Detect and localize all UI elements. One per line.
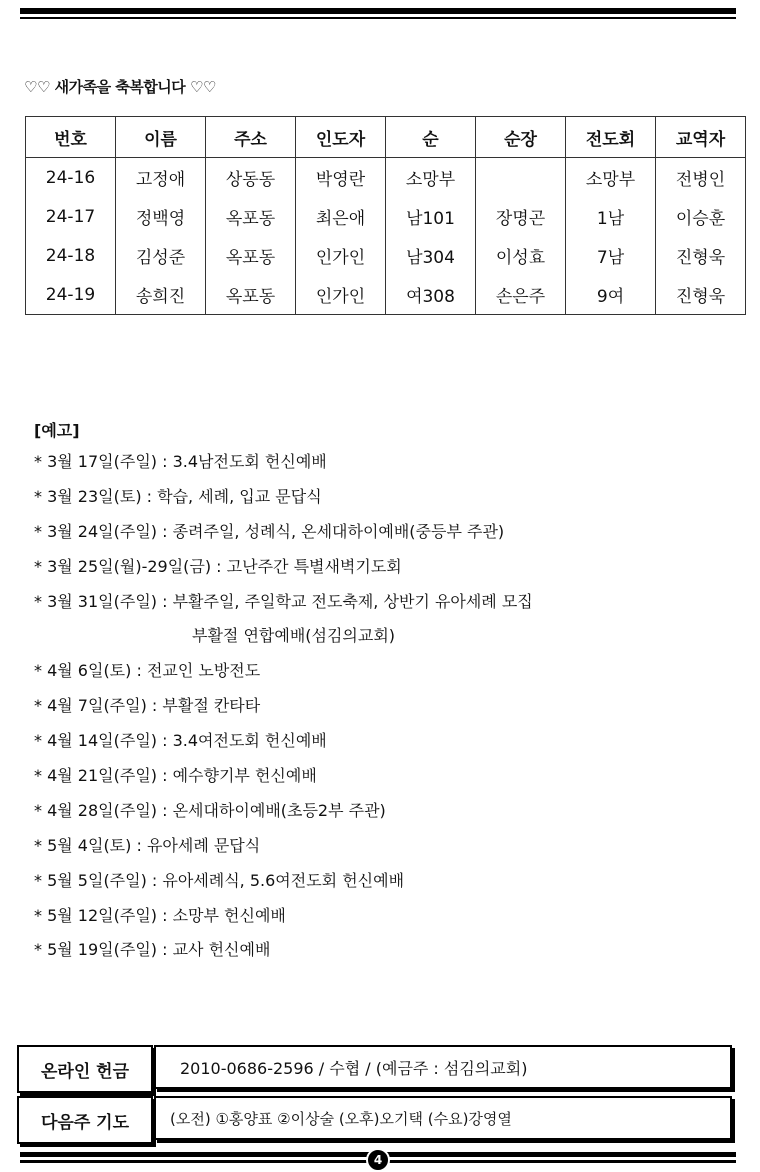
notice-item: * 3월 23일(토) : 학습, 세례, 입교 문답식 bbox=[34, 486, 322, 506]
table-row bbox=[26, 158, 746, 198]
notice-item: * 4월 7일(주일) : 부활절 칸타타 bbox=[34, 696, 261, 716]
cell-number: 24-17 bbox=[26, 197, 116, 236]
notice-item: * 4월 14일(주일) : 3.4여전도회 헌신예배 bbox=[34, 731, 327, 751]
offering-account: 2010-0686-2596 / 수협 / (예금주 : 섬김의교회) bbox=[154, 1045, 732, 1089]
offering-label: 온라인 헌금 bbox=[17, 1045, 153, 1093]
cell-group: 남101 bbox=[386, 197, 476, 236]
notices-title: [예고] bbox=[34, 421, 80, 440]
header-number: 번호 bbox=[26, 117, 116, 158]
header-mission-society: 전도회 bbox=[566, 117, 656, 158]
cell-number: 24-19 bbox=[26, 275, 116, 315]
notice-item: * 3월 31일(주일) : 부활주일, 주일학교 전도축제, 상반기 유아세례 모집 bbox=[34, 591, 533, 611]
page-number: 4 bbox=[366, 1148, 390, 1172]
table-row bbox=[26, 275, 746, 315]
prayer-assignments: (오전) ①홍양표 ②이상술 (오후)오기택 (수요)강영열 bbox=[154, 1096, 732, 1140]
cell-group: 남304 bbox=[386, 236, 476, 275]
notice-list bbox=[34, 452, 533, 975]
cell-guide: 최은애 bbox=[296, 197, 386, 236]
cell-group: 여308 bbox=[386, 275, 476, 315]
cell-group: 소망부 bbox=[386, 158, 476, 198]
cell-number: 24-16 bbox=[26, 158, 116, 198]
notice-item-continuation: 부활절 연합예배(섬김의교회) bbox=[192, 626, 396, 646]
cell-name: 고정애 bbox=[116, 158, 206, 198]
header-pastor: 교역자 bbox=[656, 117, 746, 158]
cell-group-leader bbox=[476, 158, 566, 198]
header-name: 이름 bbox=[116, 117, 206, 158]
top-rule bbox=[20, 8, 736, 14]
cell-pastor: 진형욱 bbox=[656, 275, 746, 315]
cell-pastor: 진형욱 bbox=[656, 236, 746, 275]
cell-pastor: 이승훈 bbox=[656, 197, 746, 236]
table-row bbox=[26, 236, 746, 275]
prayer-label: 다음주 기도 bbox=[17, 1096, 153, 1144]
notice-item: * 3월 24일(주일) : 종려주일, 성례식, 온세대하이예배(중등부 주관) bbox=[34, 521, 505, 541]
table-row bbox=[26, 197, 746, 236]
header-guide: 인도자 bbox=[296, 117, 386, 158]
notice-item: * 3월 17일(주일) : 3.4남전도회 헌신예배 bbox=[34, 452, 327, 471]
cell-group-leader: 장명곤 bbox=[476, 197, 566, 236]
notice-item: * 5월 12일(주일) : 소망부 헌신예배 bbox=[34, 905, 286, 925]
cell-mission-society: 소망부 bbox=[566, 158, 656, 198]
section-title: ♡♡ 새가족을 축복합니다 ♡♡ bbox=[24, 78, 216, 96]
cell-address: 옥포동 bbox=[206, 275, 296, 315]
cell-guide: 인가인 bbox=[296, 236, 386, 275]
cell-name: 송희진 bbox=[116, 275, 206, 315]
cell-address: 상동동 bbox=[206, 158, 296, 198]
cell-guide: 인가인 bbox=[296, 275, 386, 315]
new-family-table bbox=[25, 116, 746, 315]
cell-mission-society: 1남 bbox=[566, 197, 656, 236]
notice-item: * 5월 5일(주일) : 유아세례식, 5.6여전도회 헌신예배 bbox=[34, 870, 405, 890]
cell-mission-society: 7남 bbox=[566, 236, 656, 275]
cell-number: 24-18 bbox=[26, 236, 116, 275]
cell-mission-society: 9여 bbox=[566, 275, 656, 315]
cell-address: 옥포동 bbox=[206, 197, 296, 236]
cell-pastor: 전병인 bbox=[656, 158, 746, 198]
cell-group-leader: 이성효 bbox=[476, 236, 566, 275]
cell-address: 옥포동 bbox=[206, 236, 296, 275]
cell-group-leader: 손은주 bbox=[476, 275, 566, 315]
notice-item: * 4월 6일(토) : 전교인 노방전도 bbox=[34, 661, 261, 681]
notice-item: * 5월 19일(주일) : 교사 헌신예배 bbox=[34, 940, 271, 960]
notice-item: * 5월 4일(토) : 유아세례 문답식 bbox=[34, 835, 261, 855]
top-rule-thin bbox=[20, 17, 736, 19]
notice-item: * 3월 25일(월)-29일(금) : 고난주간 특별새벽기도회 bbox=[34, 556, 402, 576]
notice-item: * 4월 28일(주일) : 온세대하이예배(초등2부 주관) bbox=[34, 800, 386, 820]
cell-name: 김성준 bbox=[116, 236, 206, 275]
table-header-row bbox=[26, 117, 746, 158]
header-address: 주소 bbox=[206, 117, 296, 158]
header-group-leader: 순장 bbox=[476, 117, 566, 158]
cell-name: 정백영 bbox=[116, 197, 206, 236]
notice-item: * 4월 21일(주일) : 예수향기부 헌신예배 bbox=[34, 766, 317, 786]
cell-guide: 박영란 bbox=[296, 158, 386, 198]
header-group: 순 bbox=[386, 117, 476, 158]
